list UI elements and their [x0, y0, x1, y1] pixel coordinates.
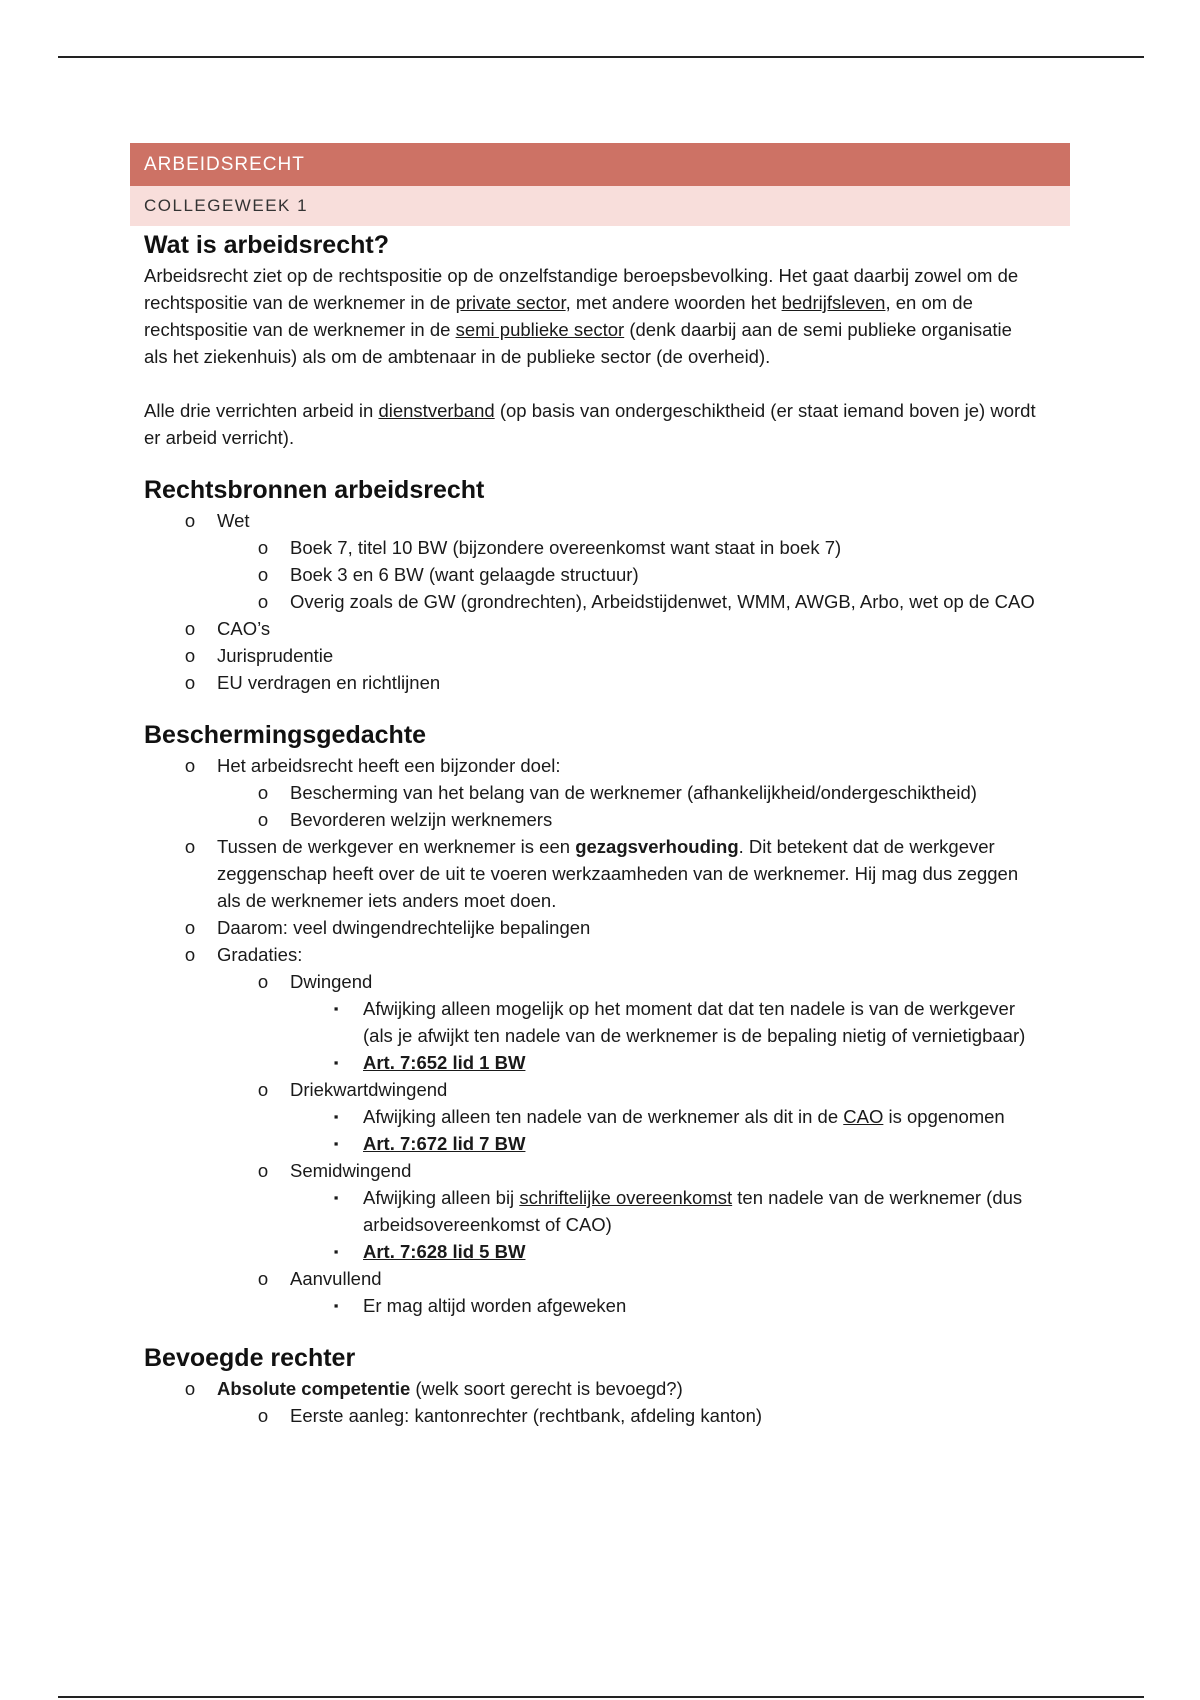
underlined-cao: CAO — [843, 1106, 884, 1127]
list-item-text: Driekwartdwingend — [290, 1079, 448, 1100]
list-item — [144, 833, 1040, 914]
list-item — [144, 1103, 1040, 1130]
list-item-text: ten nadele van de werknemer (dus arbeidsovereenkomst of CAO) — [363, 1187, 1023, 1235]
circle-bullet-icon: o — [257, 591, 269, 612]
list-item — [144, 1265, 1040, 1292]
list-item — [144, 1402, 1040, 1429]
circle-bullet-icon: o — [184, 618, 196, 639]
bold-absolute-competentie: Absolute competentie — [217, 1378, 411, 1399]
square-bullet-icon: ▪ — [333, 1244, 339, 1259]
heading-rechtsbronnen: Rechtsbronnen arbeidsrecht — [144, 476, 485, 504]
circle-bullet-icon: o — [257, 564, 269, 585]
square-bullet-icon: ▪ — [333, 1055, 339, 1070]
list-item-text: Gradaties: — [217, 944, 303, 965]
list-bevoegde-rechter — [144, 1375, 1040, 1429]
list-item — [144, 642, 1040, 669]
list-item — [144, 1049, 1040, 1076]
list-item-text: Overig zoals de GW (grondrechten), Arbeidstijdenwet, WMM, AWGB, Arbo, wet op de CAO — [290, 591, 1035, 612]
document-body — [130, 228, 1070, 1429]
document-subtitle: COLLEGEWEEK 1 — [130, 186, 1070, 226]
list-item-text: Afwijking alleen ten nadele van de werknemer als dit in de — [363, 1106, 844, 1127]
list-item — [144, 1238, 1040, 1265]
circle-bullet-icon: o — [257, 971, 269, 992]
circle-bullet-icon: o — [184, 917, 196, 938]
list-item-text: Daarom: veel dwingendrechtelijke bepalingen — [217, 917, 591, 938]
paragraph-dienstverband — [144, 397, 1040, 451]
list-item-text: Semidwingend — [290, 1160, 412, 1181]
list-item-text: . Dit betekent dat de werkgever zeggenschap heeft over de uit te voeren werkzaamheden van de werknemer. Hij mag dus zeggen als de werknemer iets anders moet doen. — [217, 836, 1019, 911]
list-item — [144, 1076, 1040, 1103]
list-item-text: Het arbeidsrecht heeft een bijzonder doel: — [217, 755, 561, 776]
circle-bullet-icon: o — [184, 510, 196, 531]
article-reference: Art. 7:672 lid 7 BW — [363, 1133, 526, 1154]
list-beschermingsgedachte — [144, 752, 1040, 1319]
list-item — [144, 806, 1040, 833]
list-item — [144, 588, 1040, 615]
header-rule — [58, 56, 1144, 58]
underlined-private-sector: private sector — [455, 292, 566, 313]
list-item — [144, 995, 1040, 1049]
document-page — [130, 143, 1070, 1429]
text: (op basis van ondergeschiktheid (er staat iemand boven je) wordt er arbeid verricht). — [144, 400, 1036, 448]
list-item — [144, 534, 1040, 561]
article-reference: Art. 7:628 lid 5 BW — [363, 1241, 526, 1262]
list-item — [144, 1184, 1040, 1238]
paragraph-definition — [144, 262, 1040, 370]
list-item-text: Wet — [217, 510, 250, 531]
list-item — [144, 1292, 1040, 1319]
list-item — [144, 779, 1040, 806]
circle-bullet-icon: o — [184, 672, 196, 693]
list-item-text: Afwijking alleen mogelijk op het moment dat dat ten nadele is van de werkgever (als je afwijkt ten nadele van de werknemer is de bepaling nietig of vernietigbaar) — [363, 998, 1026, 1046]
list-item-text: Dwingend — [290, 971, 373, 992]
document-title: ARBEIDSRECHT — [130, 143, 1070, 186]
text: Arbeidsrecht ziet op de rechtspositie op de onzelfstandige beroepsbevolking. Het gaat daarbij zowel om de rechtspositie van de werknemer in de — [144, 265, 1019, 313]
list-item-text: (welk soort gerecht is bevoegd?) — [410, 1378, 683, 1399]
list-item — [144, 669, 1040, 696]
circle-bullet-icon: o — [184, 944, 196, 965]
circle-bullet-icon: o — [257, 1160, 269, 1181]
circle-bullet-icon: o — [184, 836, 196, 857]
article-reference: Art. 7:652 lid 1 BW — [363, 1052, 526, 1073]
circle-bullet-icon: o — [257, 782, 269, 803]
heading-beschermingsgedachte: Beschermingsgedachte — [144, 721, 427, 749]
underlined-schriftelijke-overeenkomst: schriftelijke overeenkomst — [519, 1187, 733, 1208]
bold-gezagsverhouding: gezagsverhouding — [575, 836, 739, 857]
list-item-text: Er mag altijd worden afgeweken — [363, 1295, 627, 1316]
square-bullet-icon: ▪ — [333, 1109, 339, 1124]
circle-bullet-icon: o — [184, 1378, 196, 1399]
text: , met andere woorden het — [565, 292, 782, 313]
square-bullet-icon: ▪ — [333, 1190, 339, 1205]
footer-rule — [58, 1696, 1144, 1698]
list-item — [144, 968, 1040, 995]
square-bullet-icon: ▪ — [333, 1136, 339, 1151]
list-item — [144, 1375, 1040, 1402]
text: Alle drie verrichten arbeid in — [144, 400, 379, 421]
list-item-text: is opgenomen — [883, 1106, 1005, 1127]
underlined-bedrijfsleven: bedrijfsleven — [781, 292, 886, 313]
underlined-dienstverband: dienstverband — [378, 400, 495, 421]
text: (denk daarbij aan de semi publieke organisatie als het ziekenhuis) als om de ambtenaar in de publieke sector (de overheid). — [144, 319, 1012, 367]
circle-bullet-icon: o — [257, 1268, 269, 1289]
heading-wat-is-arbeidsrecht: Wat is arbeidsrecht? — [144, 231, 389, 259]
underlined-semi-publieke-sector: semi publieke sector — [455, 319, 625, 340]
square-bullet-icon: ▪ — [333, 1298, 339, 1313]
list-item-text: Boek 3 en 6 BW (want gelaagde structuur) — [290, 564, 639, 585]
circle-bullet-icon: o — [184, 645, 196, 666]
square-bullet-icon: ▪ — [333, 1001, 339, 1016]
list-item — [144, 1157, 1040, 1184]
list-item — [144, 941, 1040, 968]
list-item — [144, 507, 1040, 534]
list-item-text: Eerste aanleg: kantonrechter (rechtbank, afdeling kanton) — [290, 1405, 763, 1426]
circle-bullet-icon: o — [184, 755, 196, 776]
circle-bullet-icon: o — [257, 809, 269, 830]
list-item — [144, 561, 1040, 588]
list-item-text: Bevorderen welzijn werknemers — [290, 809, 553, 830]
list-item — [144, 615, 1040, 642]
list-item-text: EU verdragen en richtlijnen — [217, 672, 441, 693]
list-rechtsbronnen — [144, 507, 1040, 696]
list-item — [144, 752, 1040, 779]
list-item-text: Bescherming van het belang van de werknemer (afhankelijkheid/ondergeschiktheid) — [290, 782, 977, 803]
list-item-text: Afwijking alleen bij — [363, 1187, 520, 1208]
circle-bullet-icon: o — [257, 1405, 269, 1426]
text: , en om de rechtspositie van de werknemer in de — [144, 292, 973, 340]
list-item-text: CAO’s — [217, 618, 271, 639]
list-item — [144, 1130, 1040, 1157]
list-item-text: Jurisprudentie — [217, 645, 334, 666]
list-item — [144, 914, 1040, 941]
circle-bullet-icon: o — [257, 1079, 269, 1100]
list-item-text: Boek 7, titel 10 BW (bijzondere overeenkomst want staat in boek 7) — [290, 537, 842, 558]
list-item-text: Tussen de werkgever en werknemer is een — [217, 836, 576, 857]
heading-bevoegde-rechter: Bevoegde rechter — [144, 1344, 356, 1372]
list-item-text: Aanvullend — [290, 1268, 382, 1289]
circle-bullet-icon: o — [257, 537, 269, 558]
